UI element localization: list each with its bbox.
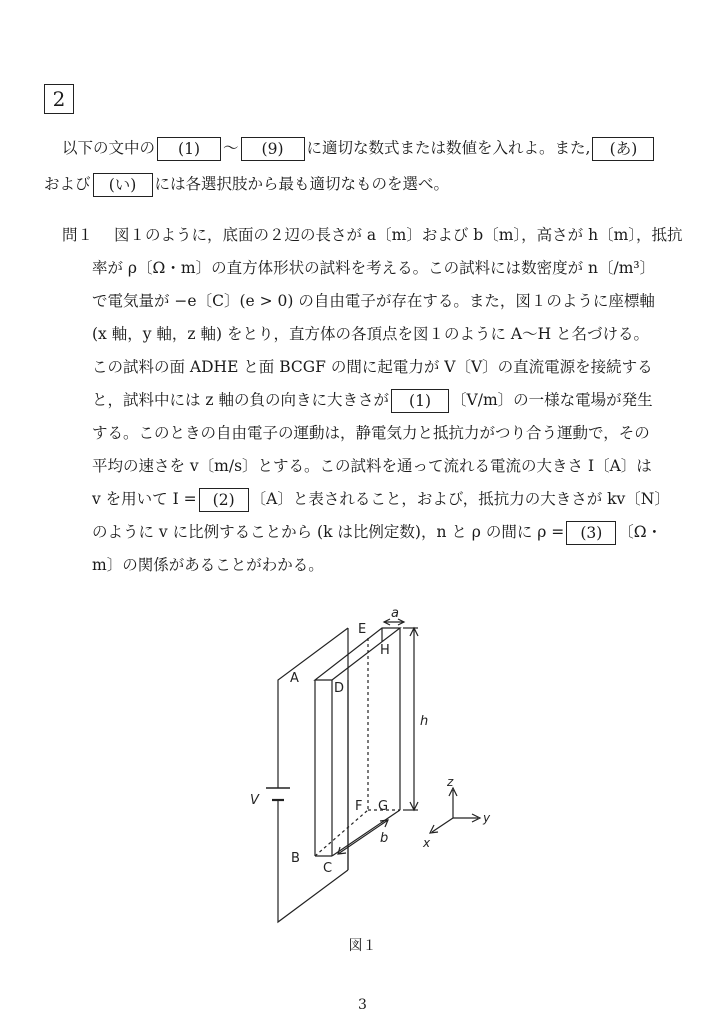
q1-line-3: で電気量が −e〔C〕(e > 0) の自由電子が存在する。また，図１のように座標軸	[92, 292, 655, 310]
q1-line-10b: 〔Ω・	[618, 523, 663, 541]
label-G: G	[378, 799, 389, 814]
intro-line-2	[44, 171, 449, 197]
q1-line-4: (x 軸，y 軸，z 軸) をとり，直方体の各頂点を図１のように A～H と名づける。	[92, 325, 650, 343]
question-number: 2	[44, 84, 74, 114]
label-H: H	[380, 643, 390, 658]
answer-box-a: (あ)	[592, 137, 654, 161]
circuit-diagram	[220, 600, 520, 930]
wire-bottom	[278, 808, 348, 922]
q1-line-7: する。このときの自由電子の運動は，静電気力と抵抗力がつり合う運動で，その	[92, 424, 650, 442]
answer-box-9: (9)	[241, 137, 305, 161]
q1-label: 問１	[62, 226, 94, 244]
q1-line-6b: 〔V/m〕の一様な電場が発生	[451, 391, 653, 409]
q1-line-10	[92, 519, 662, 545]
label-b: b	[380, 831, 389, 846]
answer-box-i: (い)	[93, 173, 153, 197]
label-V: V	[250, 793, 259, 808]
label-E: E	[358, 622, 367, 637]
label-D: D	[334, 681, 345, 696]
q1-line-6a: と，試料中には z 軸の負の向きに大きさが	[92, 391, 390, 409]
page-number: 3	[358, 997, 367, 1013]
label-F: F	[355, 799, 363, 814]
intro-text-2: に適切な数式または数値を入れよ。また,	[306, 139, 591, 157]
answer-box-q1-2: (2)	[199, 488, 249, 512]
figure-1	[220, 600, 520, 930]
q1-line-9a: v を用いて I =	[92, 490, 197, 508]
q1-line-10a: のように v に比例することから (k は比例定数)，n と ρ の間に ρ =	[92, 523, 565, 541]
intro-text-1: 以下の文中の	[62, 139, 156, 157]
x-axis	[432, 818, 453, 832]
q1-line-5: この試料の面 ADHE と面 BCGF の間に起電力が V〔V〕の直流電源を接続する	[92, 358, 653, 376]
q1-line-6	[92, 387, 653, 413]
label-A: A	[290, 671, 299, 686]
answer-box-q1-3: (3)	[566, 521, 616, 545]
label-x: x	[423, 836, 431, 850]
q1-line-8: 平均の速さを v〔m/s〕とする。この試料を通って流れる電流の大きさ I〔A〕は	[92, 457, 652, 475]
wire-top	[278, 628, 348, 788]
q1-line-9	[92, 486, 670, 512]
answer-box-q1-1: (1)	[391, 389, 449, 413]
edge-CG	[332, 810, 400, 856]
intro-tilde: ～	[223, 139, 239, 157]
answer-box-1: (1)	[157, 137, 221, 161]
label-B: B	[291, 851, 300, 866]
label-C: C	[323, 861, 333, 876]
figure-caption: 図１	[348, 938, 377, 954]
q1-line-11: m〕の関係があることがわかる。	[92, 556, 324, 574]
intro-text-3: および	[44, 175, 91, 193]
q1-line-9b: 〔A〕と表されること，および，抵抗力の大きさが kv〔N〕	[250, 490, 670, 508]
label-z: z	[447, 775, 454, 789]
label-y: y	[483, 811, 491, 825]
intro-line-1	[62, 135, 656, 161]
intro-text-4: には各選択肢から最も適切なものを選べ。	[154, 175, 450, 193]
label-h: h	[420, 714, 429, 729]
q1-line-2: 率が ρ〔Ω・m〕の直方体形状の試料を考える。この試料には数密度が n〔/m³〕	[92, 259, 656, 277]
label-a: a	[391, 606, 399, 621]
q1-line-1: 図１のように，底面の２辺の長さが a〔m〕および b〔m〕，高さが h〔m〕，抵抗	[114, 226, 683, 244]
